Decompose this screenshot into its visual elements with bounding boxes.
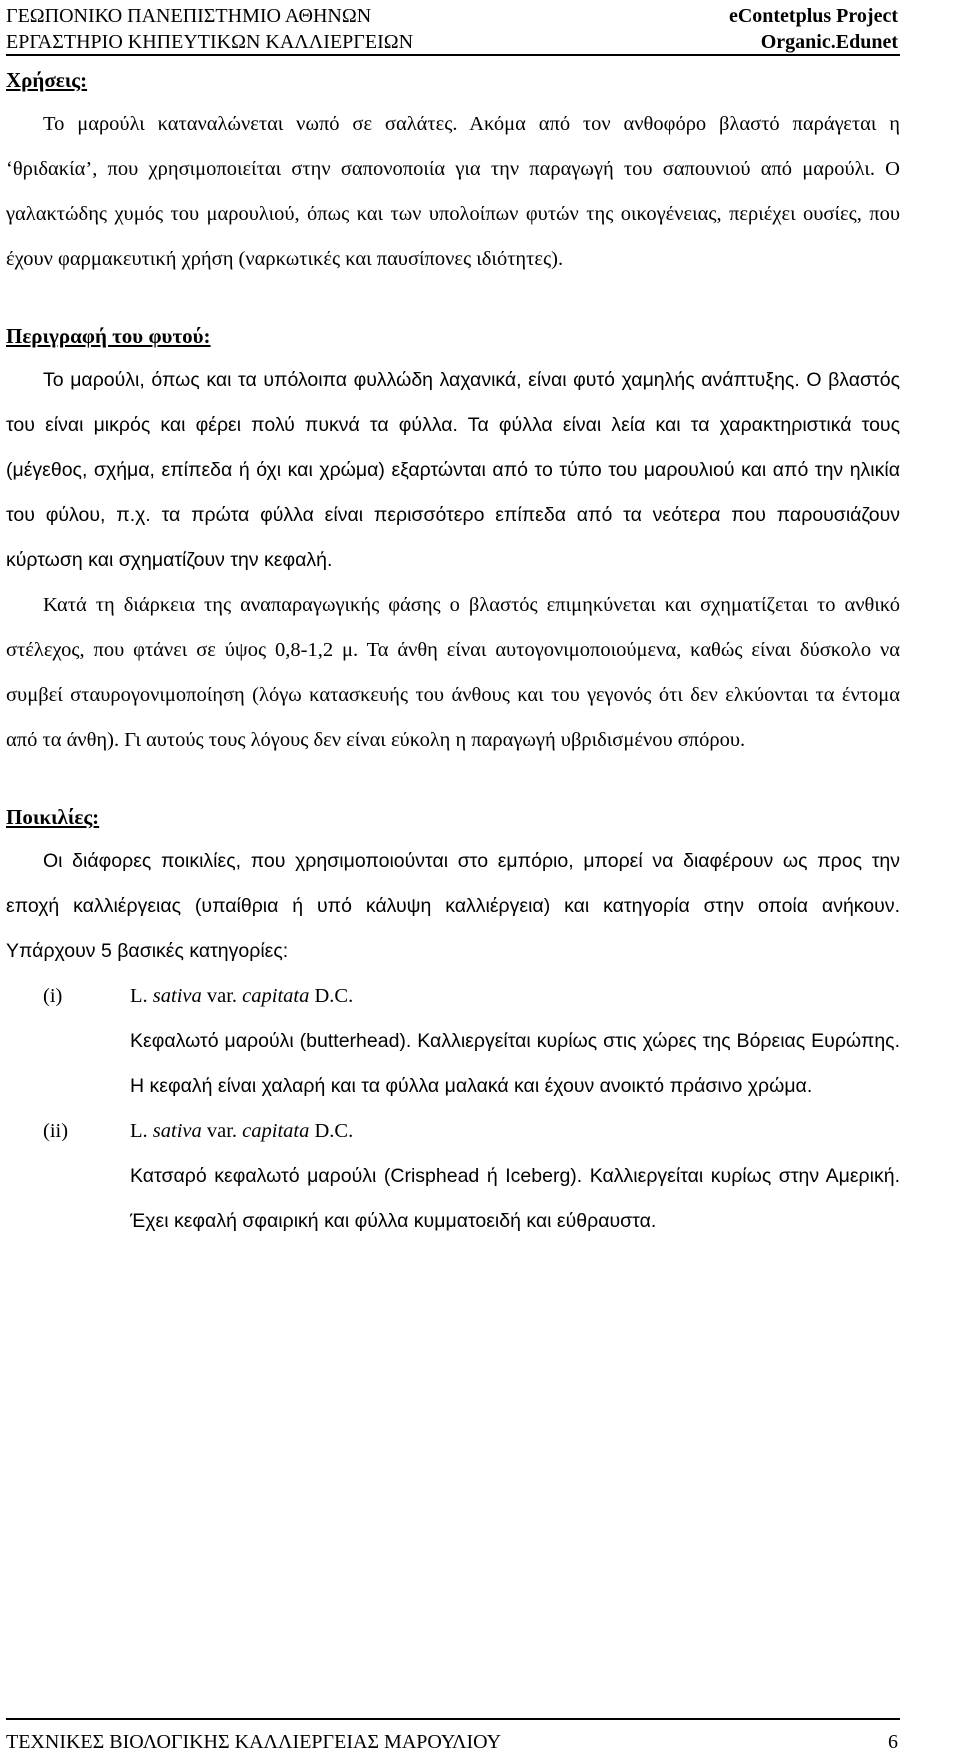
page-footer (6, 1718, 900, 1763)
description-paragraph-2: Κατά τη διάρκεια της αναπαραγωγικής φάσης ο βλαστός επιμηκύνεται και σχηματίζεται το ανθικό στέλεχος, που φτάνει σε ύψος 0,8-1,2 μ. Τα άνθη είναι αυτογονιμοποιούμενα, καθώς είναι δύσκολο να συμβεί σταυρογονιμοποίηση (λόγω κατασκευής του άνθους και του γεγονός ότι δεν ελκύονται τα έντομα από τα άνθη). Γι αυτούς τους λόγους δεν είναι εύκολη η παραγωγή υβριδισμένου σπόρου. (6, 594, 900, 751)
project-subtitle: Organic.Edunet (760, 31, 898, 53)
variety-number: (ii) (43, 1120, 69, 1142)
variety-item (6, 1109, 900, 1244)
variety-botanical-name: L. sativa var. capitata D.C. (130, 1120, 354, 1142)
variety-description: Κεφαλωτό μαρούλι (butterhead). Καλλιεργείται κυρίως στις χώρες της Βόρειας Ευρώπης. Η κεφαλή είναι χαλαρή και τα φύλλα μαλακά και έχουν ανοικτό πράσινο χρώμα. (130, 1030, 900, 1097)
section-title-varieties: Ποικιλίες: (6, 805, 100, 829)
variety-item (6, 974, 900, 1109)
description-paragraph-1: Το μαρούλι, όπως και τα υπόλοιπα φυλλώδη λαχανικά, είναι φυτό χαμηλής ανάπτυξης. Ο βλαστός του είναι μικρός και φέρει πολύ πυκνά τα φύλλα. Τα φύλλα είναι λεία και τα χαρακτηριστικά τους (μέγεθος, σχήμα, επίπεδα ή όχι και χρώμα) εξαρτώνται από το τύπο του μαρουλιού και από την ηλικία του φύλου, π.χ. τα πρώτα φύλλα είναι περισσότερο επίπεδα από τα νεότερα που παρουσιάζουν κύρτωση και σχηματίζουν την κεφαλή. (6, 369, 900, 571)
uses-paragraph: Το μαρούλι καταναλώνεται νωπό σε σαλάτες. Ακόμα από τον ανθοφόρο βλαστό παράγεται η ‘θριδακία’, που χρησιμοποιείται στην σαπονοποιία για την παραγωγή του σαπουνιού από μαρούλι. Ο γαλακτώδης χυμός του μαρουλιού, όπως και των υπολοίπων φυτών της οικογένειας, περιέχει ουσίες, που έχουν φαρμακευτική χρήση (ναρκωτικές και παυσίπονες ιδιότητες). (6, 113, 900, 270)
section-title-uses: Χρήσεις: (6, 68, 88, 92)
variety-description: Κατσαρό κεφαλωτό μαρούλι (Crisphead ή Iceberg). Καλλιεργείται κυρίως στην Αμερική. Έχει κεφαλή σφαιρική και φύλλα κυμματοειδή και εύθραυστα. (130, 1165, 900, 1232)
laboratory-name: ΕΡΓΑΣΤΗΡΙΟ ΚΗΠΕΥΤΙΚΩΝ ΚΑΛΛΙΕΡΓΕΙΩΝ (6, 31, 414, 53)
page-header (6, 2, 900, 56)
variety-botanical-name: L. sativa var. capitata D.C. (130, 985, 354, 1007)
variety-number: (i) (43, 985, 63, 1007)
section-title-description: Περιγραφή του φυτού: (6, 324, 211, 348)
varieties-paragraph: Οι διάφορες ποικιλίες, που χρησιμοποιούνται στο εμπόριο, μπορεί να διαφέρουν ως προς την εποχή καλλιέργειας (υπαίθρια ή υπό κάλυψη καλλιέργεια) και κατηγορία στην οποία ανήκουν. Υπάρχουν 5 βασικές κατηγορίες: (6, 850, 900, 962)
page-number: 6 (888, 1731, 898, 1753)
document-body (6, 66, 900, 1244)
footer-title: ΤΕΧΝΙΚΕΣ ΒΙΟΛΟΓΙΚΗΣ ΚΑΛΛΙΕΡΓΕΙΑΣ ΜΑΡΟΥΛΙΟΥ (6, 1731, 502, 1753)
university-name: ΓΕΩΠΟΝΙΚΟ ΠΑΝΕΠΙΣΤΗΜΙΟ ΑΘΗΝΩΝ (6, 5, 372, 27)
project-name: eContetplus Project (728, 5, 898, 27)
